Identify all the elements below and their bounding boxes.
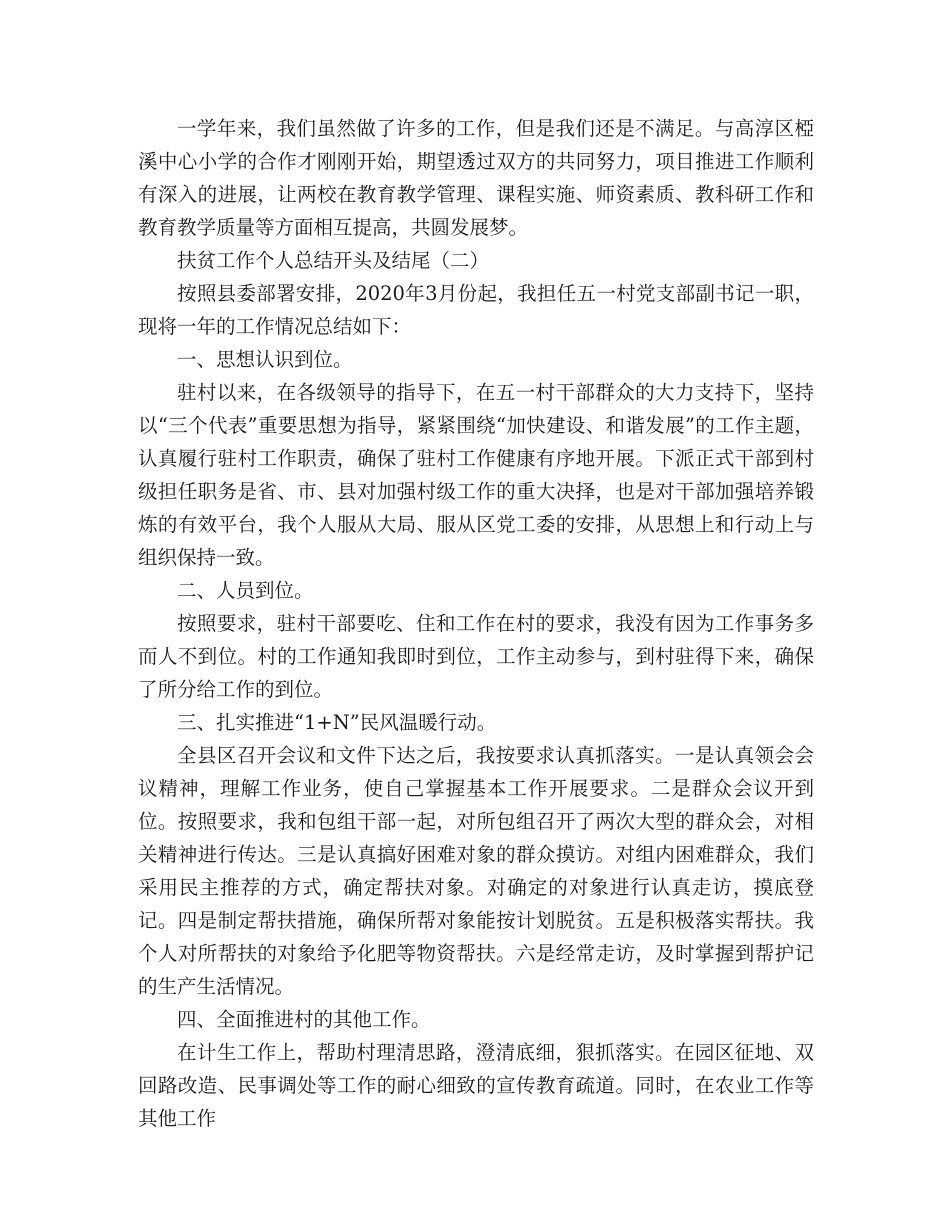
paragraph-closing: 一学年来，我们虽然做了许多的工作，但是我们还是不满足。与高淳区椏溪中心小学的合作才刚刚开始，期望透过双方的共同努力，项目推进工作顺利有深入的进展，让两校在教育教学管理、课程实施、师资素质、教科研工作和教育教学质量等方面相互提高，共圆发展梦。	[138, 117, 814, 239]
document-page	[138, 112, 814, 1135]
section-title: 扶贫工作个人总结开头及结尾（二）	[177, 249, 490, 272]
paragraph-4: 在计生工作上，帮助村理清思路，澄清底细，狠抓落实。在园区征地、双回路改造、民事调处等工作的耐心细致的宣传教育疏道。同时，在农业工作等其他工作	[138, 1041, 814, 1130]
heading-3: 三、扎实推进“1+N”民风温暖行动。	[177, 711, 497, 734]
paragraph-2: 按照要求，驻村干部要吃、住和工作在村的要求，我没有因为工作事务多而人不到位。村的工作通知我即时到位，工作主动参与，到村驻得下来，确保了所分给工作的到位。	[138, 612, 814, 701]
heading-4: 四、全面推进村的其他工作。	[177, 1008, 431, 1031]
heading-1: 一、思想认识到位。	[177, 348, 353, 371]
paragraph-3: 全县区召开会议和文件下达之后，我按要求认真抓落实。一是认真领会会议精神，理解工作业务，使自己掌握基本工作开展要求。二是群众会议开到位。按照要求，我和包组干部一起，对所包组召开了两次大型的群众会，对相关精神进行传达。三是认真搞好困难对象的群众摸访。对组内困难群众，我们采用民主推荐的方式，确定帮扶对象。对确定的对象进行认真走访，摸底登记。四是制定帮扶措施，确保所帮对象能按计划脱贫。五是积极落实帮扶。我个人对所帮扶的对象给予化肥等物资帮扶。六是经常走访，及时掌握到帮护记的生产生活情况。	[138, 744, 814, 998]
heading-2: 二、人员到位。	[177, 579, 314, 602]
paragraph-1: 驻村以来，在各级领导的指导下，在五一村干部群众的大力支持下，坚持以“三个代表”重要思想为指导，紧紧围绕“加快建设、和谐发展”的工作主题，认真履行驻村工作职责，确保了驻村工作健康有序地开展。下派正式干部到村级担任职务是省、市、县对加强村级工作的重大决择，也是对干部加强培养锻炼的有效平台，我个人服从大局、服从区党工委的安排，从思想上和行动上与组织保持一致。	[138, 381, 814, 569]
paragraph-intro: 按照县委部署安排，2020年3月份起，我担任五一村党支部副书记一职，现将一年的工作情况总结如下：	[138, 282, 814, 338]
